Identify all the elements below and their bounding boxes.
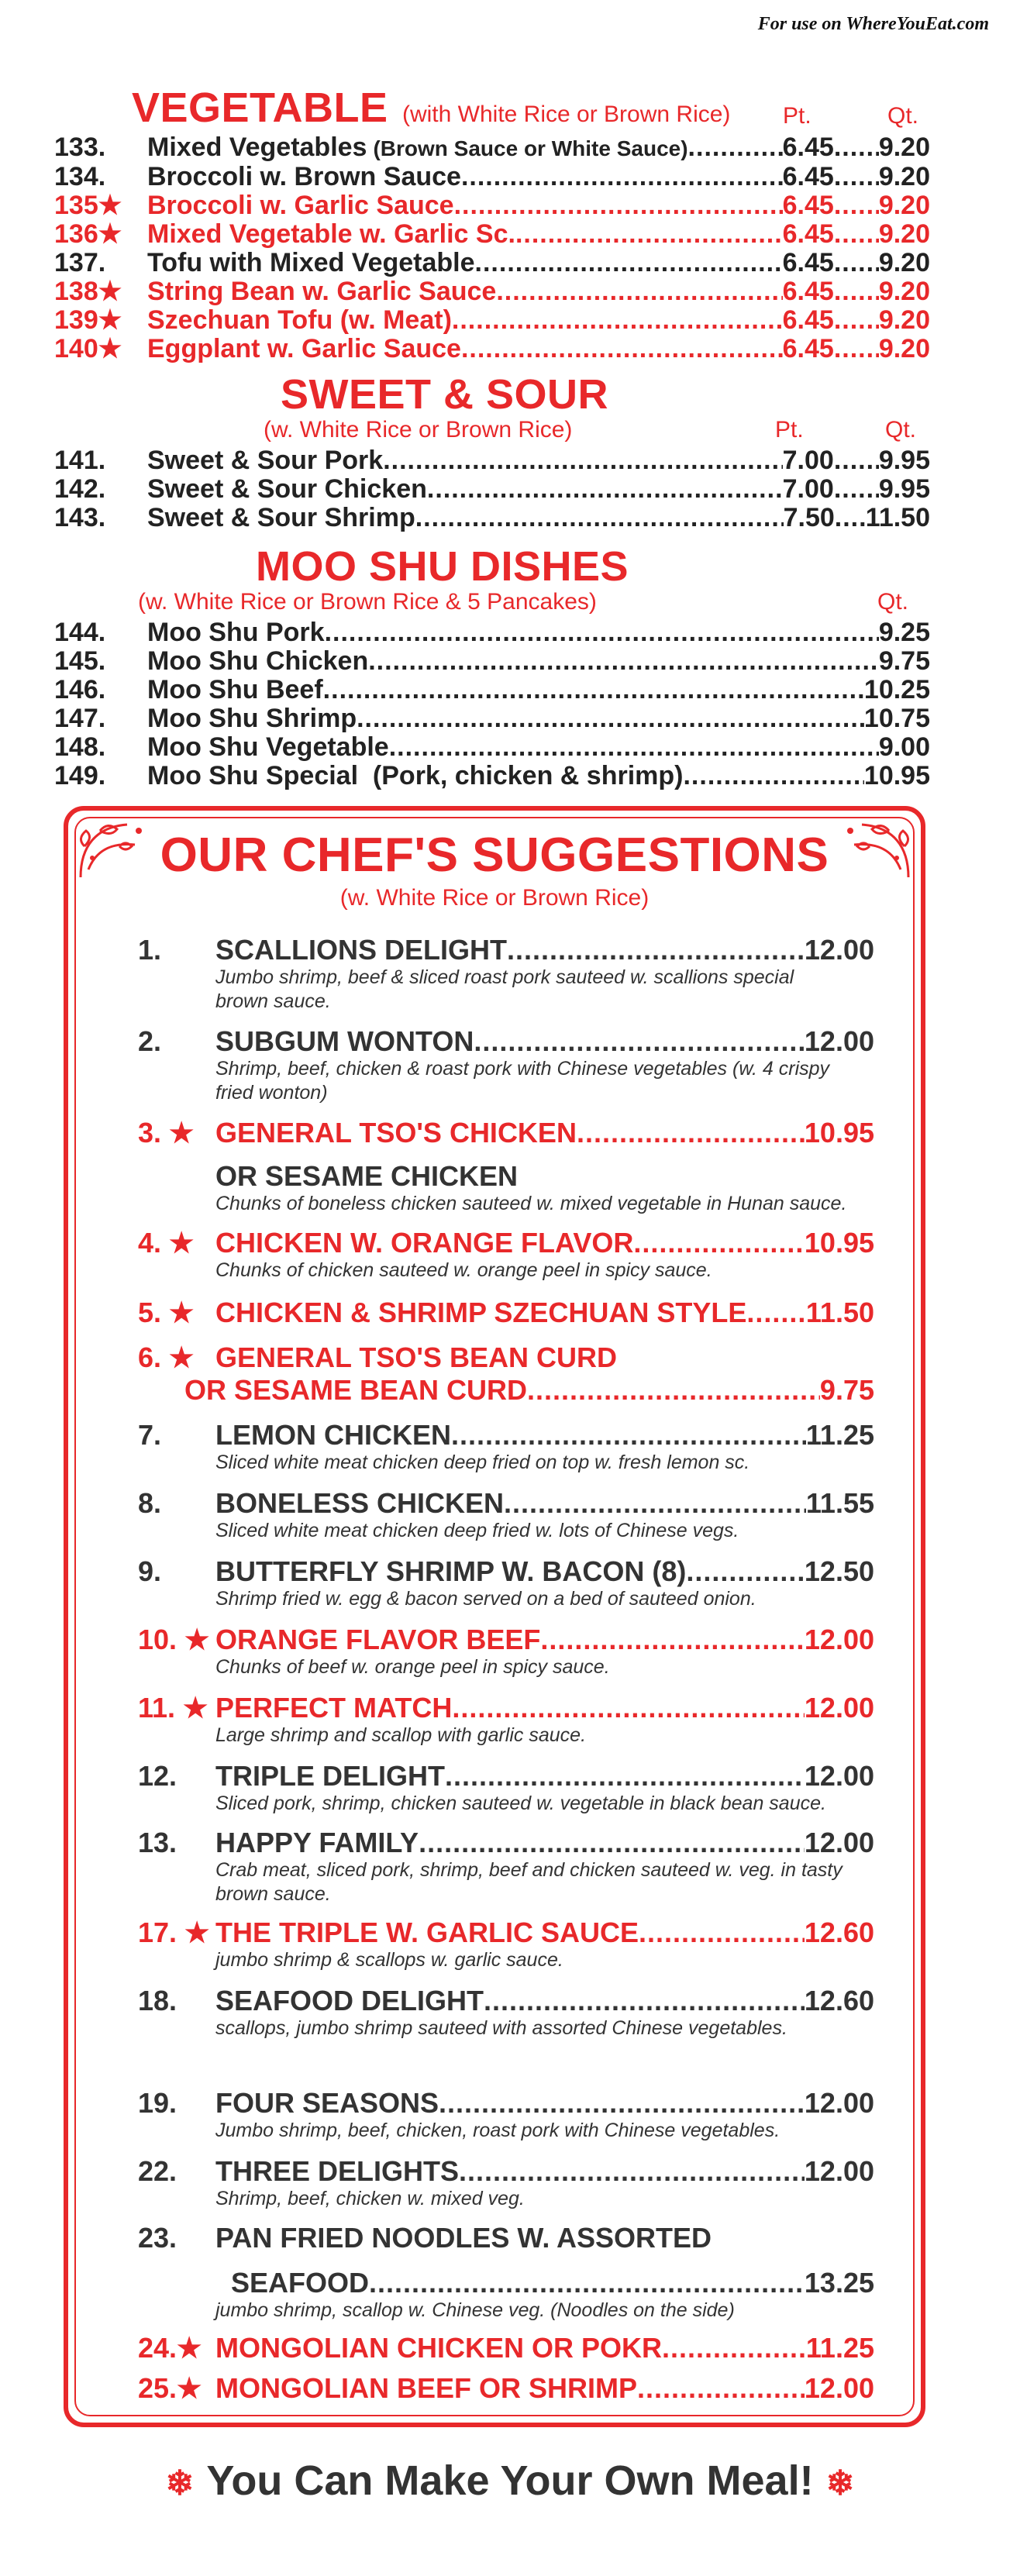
item-price: 10.95 <box>804 1227 874 1259</box>
menu-item <box>0 446 930 475</box>
chef-item-line <box>107 1375 874 1406</box>
item-description: Sliced white meat chicken deep fried w. lots of Chinese vegs. <box>215 1520 739 1541</box>
item-number: 149. <box>54 761 106 790</box>
item-number: 137. <box>54 248 106 277</box>
menu-item <box>0 163 930 191</box>
chef-item <box>107 1342 874 1373</box>
leader-dots <box>452 1693 805 1724</box>
item-price-qt: 9.75 <box>878 646 930 676</box>
item-price-pt: 6.45 <box>782 334 834 363</box>
chef-item-line <box>107 2373 874 2404</box>
item-price: 12.60 <box>804 1917 874 1948</box>
leader-dots <box>834 446 879 475</box>
leader-dots <box>461 163 783 191</box>
chef-item-line <box>107 935 874 966</box>
item-price-qt: 9.20 <box>878 248 930 277</box>
item-price: 12.00 <box>804 2155 874 2187</box>
item-name: OR SESAME BEAN CURD <box>184 1374 528 1406</box>
item-number: 23. <box>138 2222 177 2254</box>
moo-shu-col-qt: Qt. <box>877 589 909 615</box>
chef-item-line <box>107 2156 874 2187</box>
item-price-qt: 10.95 <box>863 761 930 790</box>
item-price-qt: 9.20 <box>878 162 930 191</box>
leader-dots <box>484 1985 805 2016</box>
chef-item-line <box>107 1917 874 1948</box>
leader-dots <box>415 504 784 532</box>
item-number: 140★ <box>54 334 122 363</box>
item-description: Chunks of beef w. orange peel in spicy sauce. <box>215 1656 610 1678</box>
chef-item <box>107 1917 874 1972</box>
vegetable-col-pt: Pt. <box>783 103 812 129</box>
item-price: 13.25 <box>804 2267 874 2299</box>
vegetable-list <box>0 133 930 363</box>
item-price-qt: 9.25 <box>878 618 930 647</box>
item-price-pt: 6.45 <box>782 162 834 191</box>
item-number: 10. ★ <box>138 1624 210 1655</box>
vegetable-col-qt: Qt. <box>887 103 919 129</box>
chef-item-line <box>107 1985 874 2016</box>
item-price: 10.95 <box>804 1117 874 1149</box>
item-name: Moo Shu Shrimp <box>147 704 357 733</box>
item-number: 18. <box>138 1985 177 2016</box>
item-number: 8. <box>138 1487 162 1519</box>
item-price-qt: 9.20 <box>878 133 930 162</box>
leader-dots <box>357 704 864 733</box>
item-price: 12.00 <box>804 1760 874 1792</box>
leader-dots <box>834 191 879 220</box>
sweet-sour-col-qt: Qt. <box>885 417 917 443</box>
leader-dots <box>427 475 783 504</box>
chef-item <box>107 1420 874 1475</box>
item-number: 25.★ <box>138 2372 202 2404</box>
item-number: 5. ★ <box>138 1297 195 1328</box>
item-name: Sweet & Sour Chicken <box>147 474 427 504</box>
item-price: 12.60 <box>804 1985 874 2016</box>
item-price-pt: 7.00 <box>782 474 834 504</box>
item-number: 9. <box>138 1555 162 1587</box>
item-price-qt: 9.95 <box>878 446 930 475</box>
item-description: jumbo shrimp & scallops w. garlic sauce. <box>215 1949 563 1971</box>
item-price-qt: 9.00 <box>878 732 930 762</box>
leader-dots <box>527 1375 820 1406</box>
menu-item <box>0 504 930 532</box>
leader-dots <box>475 249 783 277</box>
chef-item-line <box>107 1420 874 1451</box>
footer-text: You Can Make Your Own Meal! <box>206 2457 814 2504</box>
chef-item-line <box>107 1342 874 1373</box>
item-description: Shrimp, beef, chicken & roast pork with Chinese vegetables (w. 4 crispy fried wonton) <box>215 1058 830 1104</box>
leader-dots <box>540 1624 805 1655</box>
menu-item <box>0 306 930 335</box>
leader-dots <box>474 1026 805 1057</box>
chef-title: OUR CHEF'S SUGGESTIONS <box>160 828 829 882</box>
item-name: SEAFOOD DELIGHT <box>215 1985 484 2016</box>
item-number: 139★ <box>54 305 122 335</box>
menu-item <box>0 676 930 704</box>
leader-dots <box>368 647 879 676</box>
item-number: 17. ★ <box>138 1917 210 1948</box>
item-name: String Bean w. Garlic Sauce <box>147 277 497 306</box>
item-number: 143. <box>54 503 106 532</box>
item-price: 12.00 <box>804 1827 874 1858</box>
menu-item <box>0 220 930 249</box>
chef-item <box>107 1375 874 1406</box>
chef-suggestions-box <box>64 806 925 2427</box>
chef-item <box>107 1026 874 1105</box>
leader-dots <box>452 306 783 335</box>
item-name: CHICKEN W. ORANGE FLAVOR <box>215 1227 634 1259</box>
leader-dots <box>662 2333 806 2364</box>
item-name: Broccoli w. Brown Sauce <box>147 162 461 191</box>
item-description: Sliced pork, shrimp, chicken sauteed w. vegetable in black bean sauce. <box>215 1793 826 1814</box>
menu-item <box>0 133 930 163</box>
item-name: Moo Shu Beef <box>147 675 323 704</box>
moo-shu-subtitle: (w. White Rice or Brown Rice & 5 Pancakes) <box>138 589 597 615</box>
leader-dots <box>834 306 879 335</box>
snowflake-icon: ❄ <box>825 2464 855 2503</box>
item-name: Broccoli w. Garlic Sauce <box>147 191 454 220</box>
item-number: 136★ <box>54 219 122 249</box>
leader-dots <box>683 762 863 790</box>
item-number: 7. <box>138 1419 162 1451</box>
item-description: jumbo shrimp, scallop w. Chinese veg. (Noodles on the side) <box>215 2299 735 2321</box>
item-number: 145. <box>54 646 106 676</box>
leader-dots <box>445 1761 805 1792</box>
item-name: LEMON CHICKEN <box>215 1419 451 1451</box>
item-number: 147. <box>54 704 106 733</box>
leader-dots <box>439 2088 805 2119</box>
leader-dots <box>323 676 864 704</box>
sweet-sour-col-pt: Pt. <box>775 417 804 443</box>
item-number: 142. <box>54 474 106 504</box>
leader-dots <box>461 335 783 363</box>
item-number: 135★ <box>54 191 122 220</box>
item-name: TRIPLE DELIGHT <box>215 1760 445 1792</box>
item-name: Sweet & Sour Pork <box>147 446 384 475</box>
item-name: BONELESS CHICKEN <box>215 1487 505 1519</box>
item-price-qt: 9.20 <box>878 191 930 220</box>
item-price: 9.75 <box>819 1374 874 1406</box>
item-name: Moo Shu Chicken <box>147 646 369 676</box>
leader-dots <box>834 335 879 363</box>
chef-item-line <box>107 2268 874 2299</box>
leader-dots <box>496 277 782 306</box>
menu-item <box>0 704 930 733</box>
item-note: (Brown Sauce or White Sauce) <box>373 136 688 160</box>
snowflake-icon: ❄ <box>165 2464 195 2503</box>
item-number: 13. <box>138 1827 177 1858</box>
item-number: 3. ★ <box>138 1117 195 1149</box>
item-description: scallops, jumbo shrimp sauteed with assorted Chinese vegetables. <box>215 2017 787 2039</box>
item-price-qt: 9.20 <box>878 305 930 335</box>
item-name: Tofu with Mixed Vegetable <box>147 248 475 277</box>
item-description: Chunks of boneless chicken sauteed w. mixed vegetable in Hunan sauce. <box>215 1193 847 1214</box>
item-number: 146. <box>54 675 106 704</box>
menu-item <box>0 647 930 676</box>
chef-item-line <box>107 1026 874 1057</box>
item-price: 12.00 <box>804 2372 874 2404</box>
item-number: 133. <box>54 133 106 162</box>
item-price: 12.50 <box>804 1555 874 1587</box>
leader-dots <box>419 1827 805 1858</box>
leader-dots <box>639 1917 805 1948</box>
moo-shu-title: MOO SHU DISHES <box>256 543 629 590</box>
item-name: Mixed Vegetables <box>147 133 367 162</box>
item-price-qt: 10.75 <box>863 704 930 733</box>
leader-dots <box>746 1297 806 1328</box>
leader-dots <box>688 133 783 162</box>
moo-shu-list <box>0 618 930 790</box>
item-number: 19. <box>138 2087 177 2119</box>
item-description: Jumbo shrimp, beef, chicken, roast pork with Chinese vegetables. <box>215 2120 781 2141</box>
leader-dots <box>834 249 879 277</box>
item-price-pt: 6.45 <box>782 305 834 335</box>
leader-dots <box>834 277 879 306</box>
leader-dots <box>389 733 879 762</box>
item-name: MONGOLIAN CHICKEN OR POKR <box>215 2332 662 2364</box>
chef-item-line <box>107 1761 874 1792</box>
item-price-pt: 7.00 <box>782 446 834 475</box>
sweet-sour-list <box>0 446 930 532</box>
watermark: For use on WhereYouEat.com <box>757 14 989 34</box>
item-number: 148. <box>54 732 106 762</box>
item-name: Mixed Vegetable w. Garlic Sc. <box>147 219 515 249</box>
menu-item <box>0 762 930 790</box>
item-number: 2. <box>138 1025 162 1057</box>
leader-dots <box>383 446 782 475</box>
chef-item-line <box>107 1228 874 1259</box>
chef-item <box>107 1488 874 1543</box>
menu-item <box>0 733 930 762</box>
sweet-sour-subtitle: (w. White Rice or Brown Rice) <box>264 417 573 443</box>
item-number: 11. ★ <box>138 1692 208 1724</box>
chef-item <box>107 2156 874 2211</box>
item-name: MONGOLIAN BEEF OR SHRIMP <box>215 2372 638 2404</box>
chef-item <box>107 2268 874 2323</box>
item-price-qt: 9.20 <box>878 277 930 306</box>
item-description: Chunks of chicken sauteed w. orange peel in spicy sauce. <box>215 1259 712 1281</box>
item-name: SUBGUM WONTON <box>215 1025 474 1057</box>
chef-item <box>107 1827 874 1906</box>
item-description: Sliced white meat chicken deep fried on top w. fresh lemon sc. <box>215 1452 750 1473</box>
item-description: Shrimp, beef, chicken w. mixed veg. <box>215 2188 525 2209</box>
chef-item-line <box>107 1161 874 1192</box>
chef-item <box>107 1228 874 1283</box>
menu-item <box>0 618 930 647</box>
item-name: Moo Shu Pork <box>147 618 325 647</box>
menu-item <box>0 277 930 306</box>
leader-dots <box>369 2268 805 2299</box>
item-name: Eggplant w. Garlic Sauce <box>147 334 461 363</box>
item-name: Moo Shu Vegetable <box>147 732 389 762</box>
leader-dots <box>633 1228 805 1259</box>
item-price: 11.25 <box>805 2332 874 2364</box>
item-number: 6. ★ <box>138 1341 195 1373</box>
chef-item-line <box>107 2223 874 2254</box>
item-number: 24.★ <box>138 2332 202 2364</box>
item-price-qt: 9.95 <box>878 474 930 504</box>
chef-item <box>107 1693 874 1748</box>
item-number: 12. <box>138 1760 177 1792</box>
item-number: 134. <box>54 162 106 191</box>
item-price: 12.00 <box>804 2087 874 2119</box>
menu-item <box>0 475 930 504</box>
chef-item <box>107 1161 874 1216</box>
item-name: HAPPY FAMILY <box>215 1827 419 1858</box>
leader-dots <box>834 133 879 162</box>
item-name: GENERAL TSO'S BEAN CURD <box>215 1341 617 1373</box>
item-number: 4. ★ <box>138 1227 195 1259</box>
chef-item <box>107 2223 874 2254</box>
item-name: CHICKEN & SHRIMP SZECHUAN STYLE <box>215 1297 747 1328</box>
chef-item-line <box>107 1297 874 1328</box>
leader-dots <box>577 1118 805 1149</box>
item-description: Large shrimp and scallop with garlic sauce. <box>215 1724 587 1746</box>
chef-item-line <box>107 1827 874 1858</box>
item-number: 141. <box>54 446 106 475</box>
leader-dots <box>834 475 879 504</box>
chef-subtitle: (w. White Rice or Brown Rice) <box>339 885 650 911</box>
leader-dots <box>835 504 866 532</box>
item-description: Shrimp fried w. egg & bacon served on a bed of sauteed onion. <box>215 1588 756 1610</box>
item-price: 11.50 <box>805 1297 874 1328</box>
menu-item <box>0 335 930 363</box>
chef-item <box>107 935 874 1014</box>
leader-dots <box>515 220 783 249</box>
chef-item <box>107 1985 874 2040</box>
chef-item-line <box>107 1693 874 1724</box>
item-description: Crab meat, sliced pork, shrimp, beef and chicken sauteed w. veg. in tasty brown sauce. <box>215 1859 843 1905</box>
item-price-qt: 9.20 <box>878 219 930 249</box>
chef-item-line <box>107 1556 874 1587</box>
chef-item-line <box>107 1624 874 1655</box>
item-name: OR SESAME CHICKEN <box>215 1160 519 1192</box>
item-price-pt: 6.45 <box>782 191 834 220</box>
item-name: PAN FRIED NOODLES W. ASSORTED <box>215 2222 712 2254</box>
item-price-pt: 7.50 <box>783 503 835 532</box>
item-price: 11.25 <box>805 1419 874 1451</box>
item-price-qt: 9.20 <box>878 334 930 363</box>
item-price-qt: 10.25 <box>863 675 930 704</box>
item-price: 12.00 <box>804 1624 874 1655</box>
leader-dots <box>637 2373 805 2404</box>
item-number: 1. <box>138 934 162 966</box>
vegetable-subtitle: (with White Rice or Brown Rice) <box>401 102 731 127</box>
item-name: BUTTERFLY SHRIMP W. BACON (8) <box>215 1555 687 1587</box>
item-price-pt: 6.45 <box>782 219 834 249</box>
item-number: 144. <box>54 618 106 647</box>
item-name: SCALLIONS DELIGHT <box>215 934 507 966</box>
chef-item <box>107 1624 874 1679</box>
item-name: THREE DELIGHTS <box>215 2155 460 2187</box>
item-name: SEAFOOD <box>231 2267 370 2299</box>
chef-item-line <box>107 1118 874 1149</box>
item-price: 12.00 <box>804 934 874 966</box>
leader-dots <box>834 163 879 191</box>
item-name: FOUR SEASONS <box>215 2087 439 2119</box>
leader-dots <box>454 191 783 220</box>
menu-item <box>0 249 930 277</box>
chef-item <box>107 1556 874 1611</box>
chef-item <box>107 1118 874 1149</box>
leader-dots <box>834 220 879 249</box>
chef-item <box>107 1297 874 1328</box>
item-name: PERFECT MATCH <box>215 1692 453 1724</box>
chef-item <box>107 2088 874 2143</box>
item-name: Szechuan Tofu (w. Meat) <box>147 305 452 335</box>
item-name: Sweet & Sour Shrimp <box>147 503 415 532</box>
item-price-pt: 6.45 <box>782 133 834 162</box>
menu-item <box>0 191 930 220</box>
leader-dots <box>507 935 805 966</box>
item-price: 12.00 <box>804 1025 874 1057</box>
chef-item-line <box>107 1488 874 1519</box>
chef-item-line <box>107 2088 874 2119</box>
item-number: 22. <box>138 2155 177 2187</box>
vegetable-title: VEGETABLE <box>132 84 388 131</box>
item-description: Jumbo shrimp, beef & sliced roast pork sauteed w. scallions special brown sauce. <box>215 966 794 1012</box>
chef-item <box>107 2333 874 2364</box>
item-name: ORANGE FLAVOR BEEF <box>215 1624 541 1655</box>
item-price-qt: 11.50 <box>865 503 930 532</box>
leader-dots <box>325 618 879 647</box>
item-name: THE TRIPLE W. GARLIC SAUCE <box>215 1917 639 1948</box>
item-price: 12.00 <box>804 1692 874 1724</box>
item-name: Moo Shu Special (Pork, chicken & shrimp) <box>147 761 684 790</box>
item-price-pt: 6.45 <box>782 277 834 306</box>
leader-dots <box>459 2156 805 2187</box>
item-price: 11.55 <box>805 1487 874 1519</box>
sweet-sour-title: SWEET & SOUR <box>281 371 609 418</box>
chef-item <box>107 2373 874 2404</box>
chef-item-line <box>107 2333 874 2364</box>
item-number: 138★ <box>54 277 122 306</box>
chef-item <box>107 1761 874 1816</box>
leader-dots <box>504 1488 806 1519</box>
leader-dots <box>451 1420 806 1451</box>
item-price-pt: 6.45 <box>782 248 834 277</box>
footer <box>0 2457 1020 2505</box>
leader-dots <box>686 1556 805 1587</box>
item-name: GENERAL TSO'S CHICKEN <box>215 1117 577 1149</box>
